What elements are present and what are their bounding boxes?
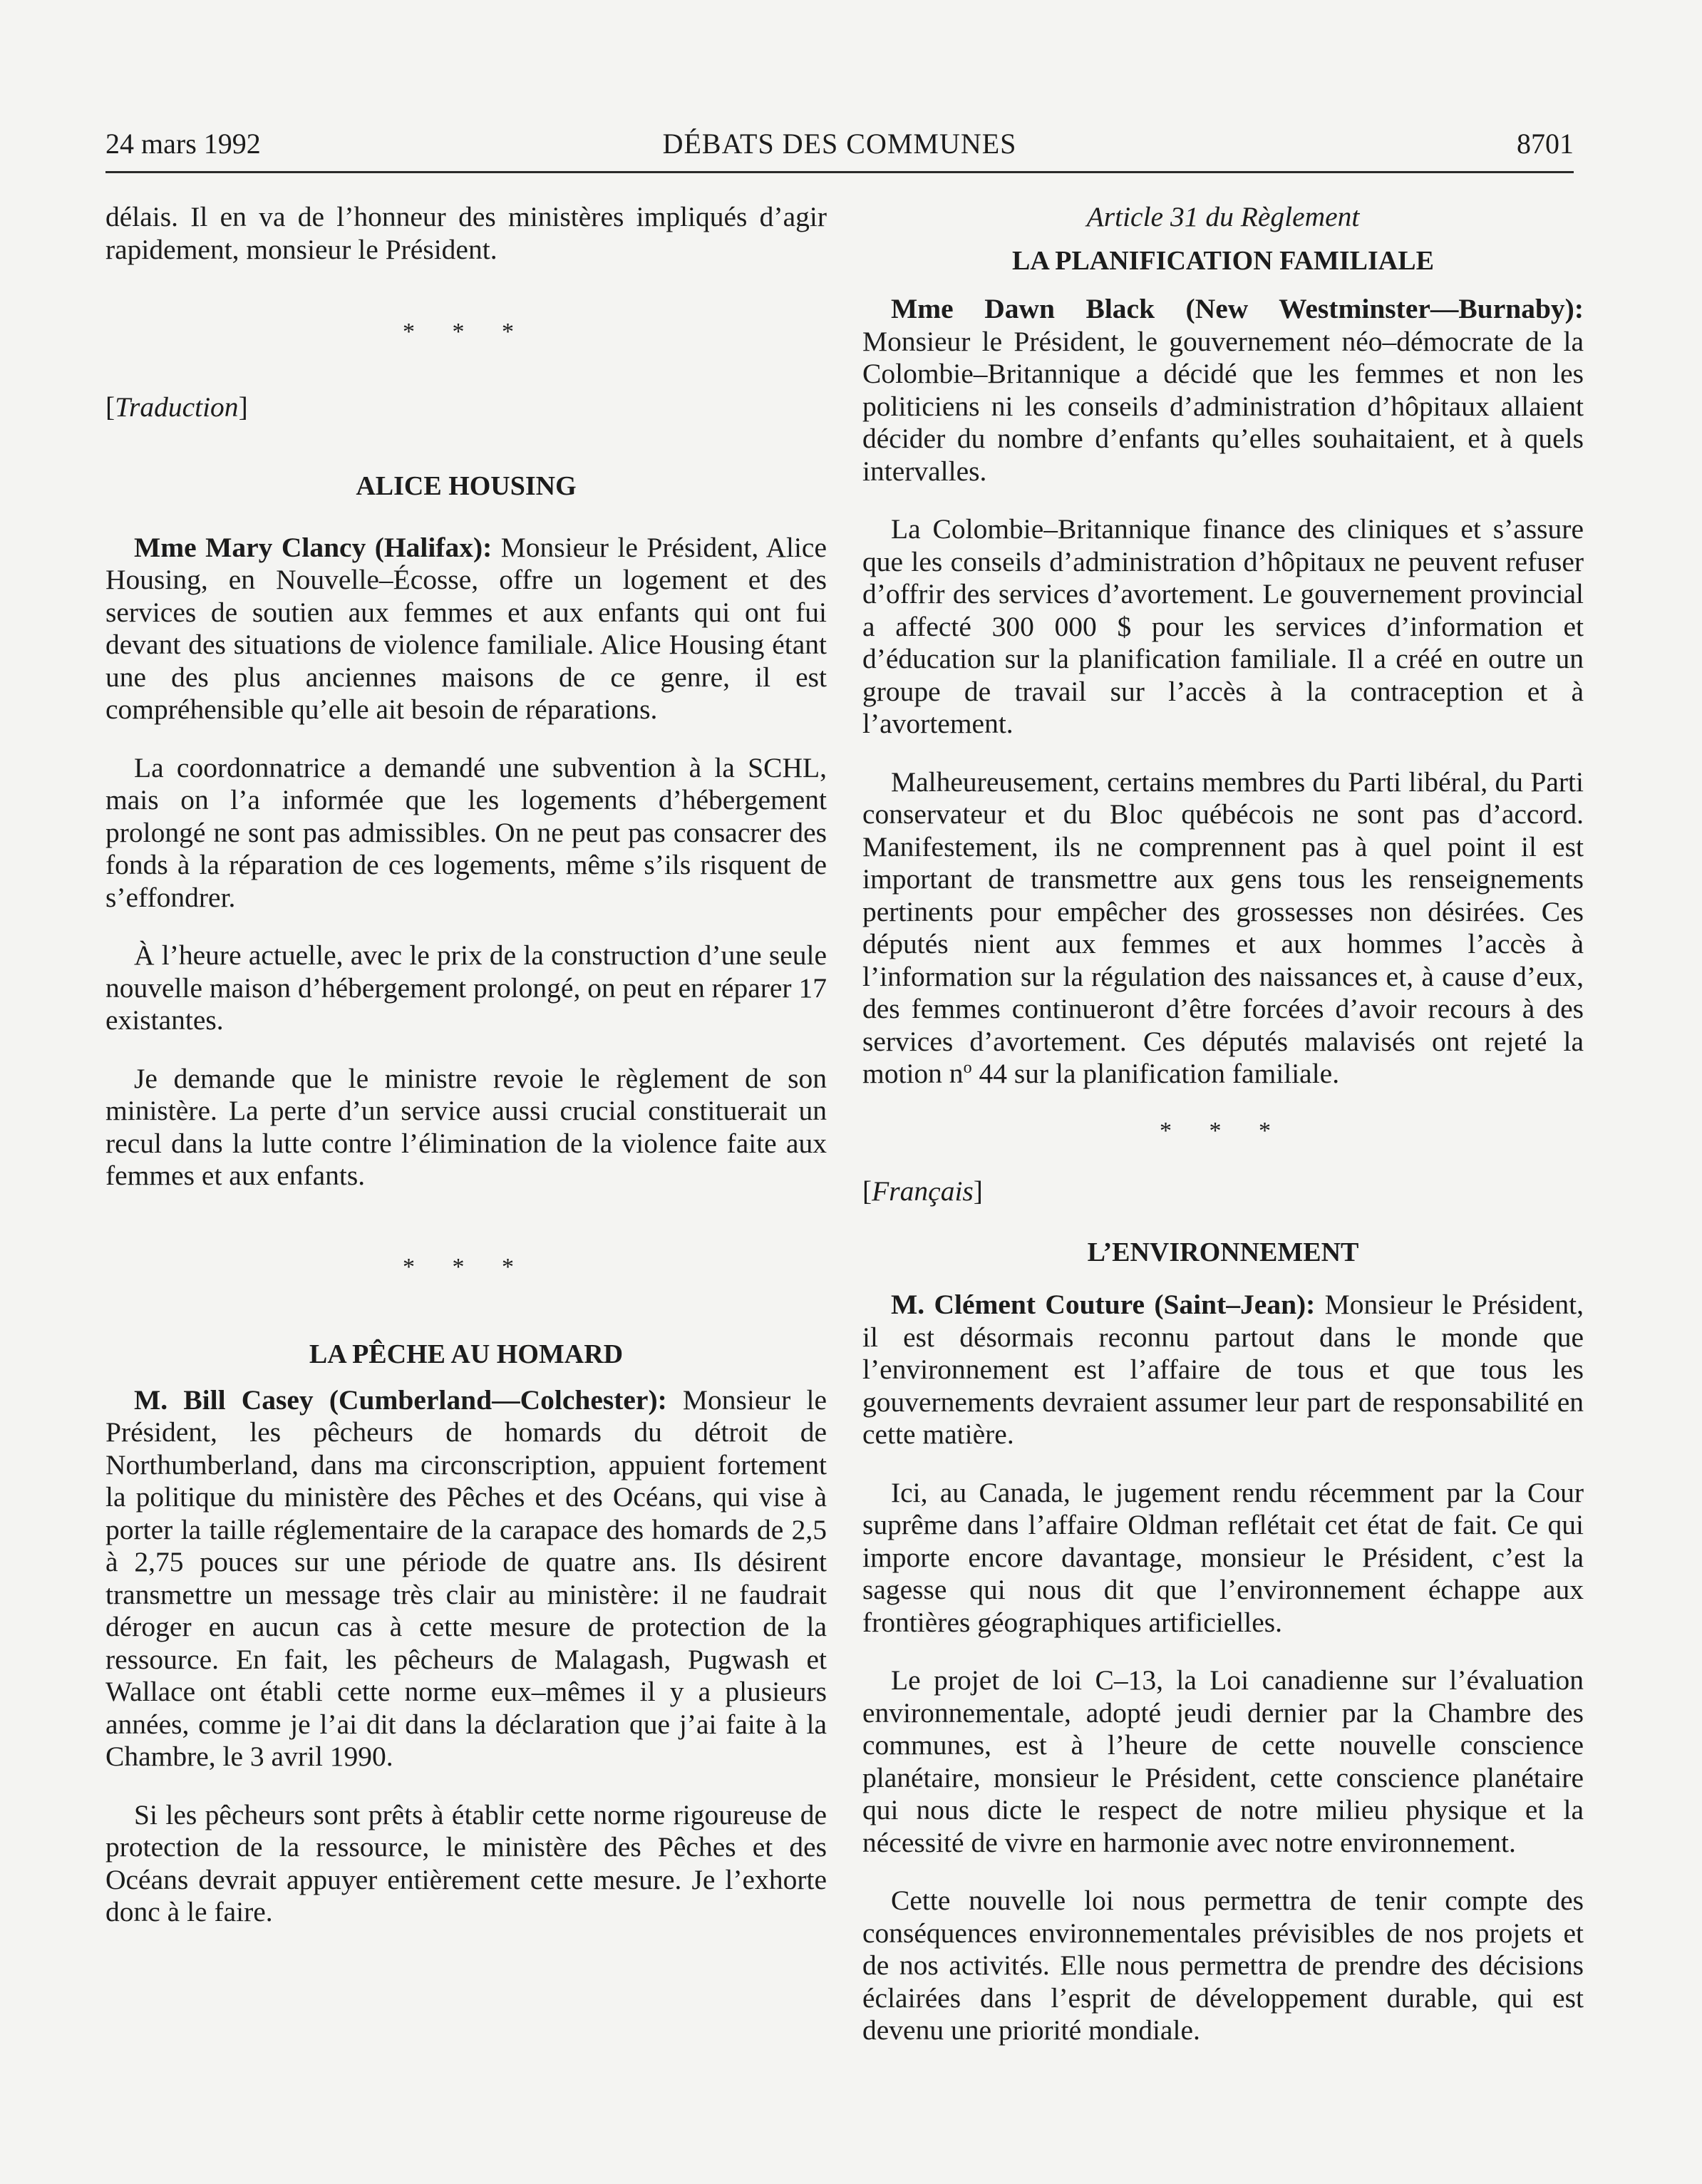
speech-text: Monsieur le Président, les pêcheurs de homards du détroit de Northumberland, dans ma circonscription, appuient fortement la politique du ministère des Pêches et des Océans, qui vise à porter la taille réglementaire de la carapace des homards de 2,5 à 2,75 pouces sur une période de quatre ans. Ils désirent transmettre un message très clair au ministère: il ne faudrait déroger en aucun cas à cette mesure de protection de la ressource. En fait, les pêcheurs de Malagash, Pugwash et Wallace ont établi cette norme eux–mêmes il y a plusieurs années, comme je l’ai dit dans la déclaration que j’ai faite à la Chambre, le 3 avril 1990. bbox=[105, 1384, 827, 1772]
paragraph: Ici, au Canada, le jugement rendu récemment par la Cour suprême dans l’affaire Oldman reflétait cet état de fait. Ce qui importe encore davantage, monsieur le Président, c’est la sagesse qui nous dit que l’environnement échappe aux frontières géographiques artificielles. bbox=[862, 1476, 1584, 1638]
paragraph: À l’heure actuelle, avec le prix de la construction d’une seule nouvelle maison d’hébergement prolongé, on peut en réparer 17 existantes. bbox=[105, 939, 827, 1036]
translation-tag-text: Traduction bbox=[115, 391, 239, 423]
language-tag: [Français] bbox=[862, 1175, 983, 1207]
speech-text: Monsieur le Président, il est désormais reconnu partout dans le monde que l’environnement est l’affaire de tous et que tous les gouvernements devraient assumer leur part de responsabilité en cette matière. bbox=[862, 1289, 1584, 1450]
section-separator: * * * bbox=[403, 1253, 530, 1280]
left-column bbox=[105, 201, 827, 1929]
speech-casey bbox=[105, 1384, 827, 1773]
speech-text: Monsieur le Président, Alice Housing, en Nouvelle–Écosse, offre un logement et des services de soutien aux femmes et aux enfants qui ont fui devant des situations de violence familiale. Alice Housing étant une des plus anciennes maisons de ce genre, il est compréhensible qu’elle ait besoin de réparations. bbox=[105, 531, 827, 725]
speaker-name: Mme Dawn Black (New Westminster—Burnaby): bbox=[891, 293, 1584, 324]
translation-tag: [Traduction] bbox=[105, 391, 248, 423]
paragraph: Je demande que le ministre revoie le règlement de son ministère. La perte d’un service aussi crucial constituerait un recul dans la lutte contre l’élimination de la violence faite aux femmes et aux enfants. bbox=[105, 1062, 827, 1191]
language-tag-text: Français bbox=[872, 1175, 974, 1207]
paragraph: Cette nouvelle loi nous permettra de tenir compte des conséquences environnementales prévisibles de nos projets et de nos activités. Elle nous permettra de prendre des décisions éclairées dans l’esprit de développement durable, qui est devenu une priorité mondiale. bbox=[862, 1885, 1584, 2046]
paragraph: La coordonnatrice a demandé une subvention à la SCHL, mais on l’a informée que les logements d’hébergement prolongé ne sont pas admissibles. On ne peut pas consacrer des fonds à la réparation de ces logements, même s’ils risquent de s’effondrer. bbox=[105, 751, 827, 913]
section-separator: * * * bbox=[1160, 1117, 1286, 1144]
speech-black bbox=[862, 293, 1584, 488]
heading-alice-housing: ALICE HOUSING bbox=[356, 471, 577, 501]
right-column bbox=[862, 201, 1584, 2047]
paragraph: La Colombie–Britannique finance des cliniques et s’assure que les conseils d’administration d’hôpitaux ne peuvent refuser d’offrir des services d’avortement. Le gouvernement provincial a affecté 300 000 $ pour les services d’information et d’éducation sur la planification familiale. Il a créé en outre un groupe de travail sur l’accès à la contraception et à l’avortement. bbox=[862, 513, 1584, 739]
heading-planification: LA PLANIFICATION FAMILIALE bbox=[1012, 245, 1434, 276]
superscript: o bbox=[963, 1058, 972, 1077]
speech-couture bbox=[862, 1289, 1584, 1451]
paragraph: Si les pêcheurs sont prêts à établir cette norme rigoureuse de protection de la ressource, le ministère des Pêches et des Océans devrait appuyer entièrement cette mesure. Je l’exhorte donc à le faire. bbox=[105, 1798, 827, 1927]
speaker-name: Mme Mary Clancy (Halifax): bbox=[134, 531, 492, 563]
header-title: DÉBATS DES COMMUNES bbox=[662, 128, 1017, 160]
page-header bbox=[105, 127, 1574, 173]
heading-peche-homard: LA PÊCHE AU HOMARD bbox=[309, 1339, 624, 1369]
rubric: Article 31 du Règlement bbox=[1086, 201, 1360, 232]
header-page-number: 8701 bbox=[1517, 128, 1574, 160]
section-separator: * * * bbox=[403, 319, 530, 345]
paragraph: délais. Il en va de l’honneur des ministères impliqués d’agir rapidement, monsieur le Président. bbox=[105, 201, 827, 265]
speech-clancy bbox=[105, 532, 827, 726]
heading-environnement: L’ENVIRONNEMENT bbox=[1087, 1237, 1359, 1267]
paragraph: Malheureusement, certains membres du Parti libéral, du Parti conservateur et du Bloc québécois ne sont pas d’accord. Manifestement, ils ne comprennent pas à quel point il est important de transmettre aux gens tous les renseignements pertinents pour empêcher des grossesses non désirées. Ces députés nient aux femmes et aux hommes l’accès à l’information sur la régulation des naissances et, à cause d’eux, des femmes continueront d’être forcées d’avoir recours à des services d’avortement. Ces députés malavisés ont rejeté la motion $n^o$ 44 sur la planification familiale. bbox=[862, 766, 1584, 1089]
speech-text: Monsieur le Président, le gouvernement néo–démocrate de la Colombie–Britannique a décidé que les femmes et non les politiciens ni les conseils d’administration d’hôpitaux allaient décider du nombre d’enfants qu’elles souhaitaient, et à quels intervalles. bbox=[862, 325, 1584, 487]
paragraph: Le projet de loi C–13, la Loi canadienne sur l’évaluation environnementale, adopté jeudi dernier par la Chambre des communes, est à l’heure de cette nouvelle conscience planétaire, monsieur le Président, cette conscience planétaire qui nous dicte le respect de notre milieu physique et la nécessité de vivre en harmonie avec notre environnement. bbox=[862, 1664, 1584, 1858]
speaker-name: M. Clément Couture (Saint–Jean): bbox=[891, 1289, 1316, 1320]
speaker-name: M. Bill Casey (Cumberland—Colchester): bbox=[134, 1384, 667, 1416]
header-date: 24 mars 1992 bbox=[105, 128, 261, 160]
